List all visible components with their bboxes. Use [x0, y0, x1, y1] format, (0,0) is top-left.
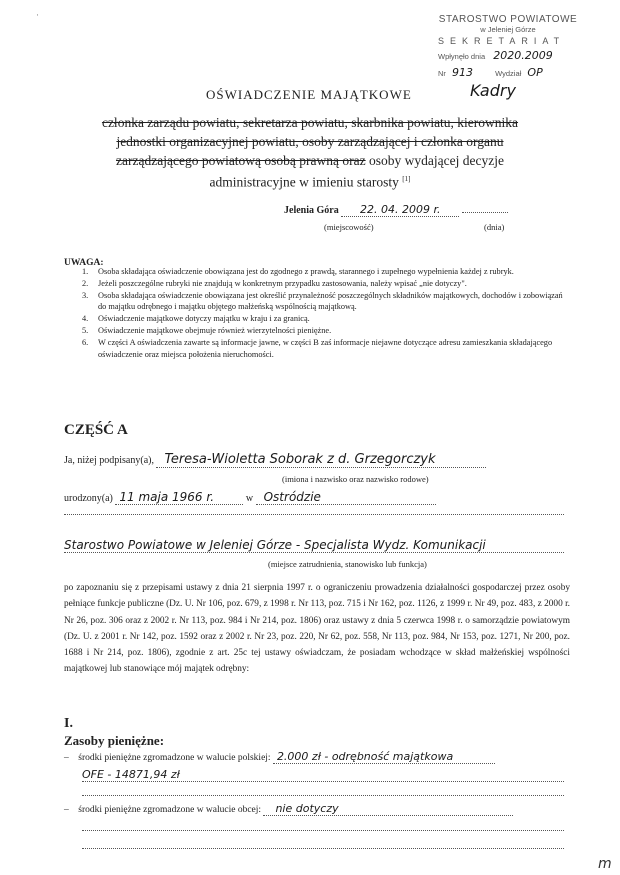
name-value: Teresa-Wioletta Soborak z d. Grzegorczyk — [164, 452, 436, 467]
section-1-heading: Zasoby pieniężne: — [64, 733, 165, 748]
stamp-received-row — [438, 49, 578, 62]
registry-stamp — [438, 14, 578, 100]
born-in-label: w — [245, 493, 254, 504]
heading-kept-line-3: osoby wydającej decyzje — [365, 153, 504, 168]
stamp-sekretariat: SEKRETARIAT — [438, 36, 566, 46]
stamp-number-value: 913 — [452, 66, 474, 79]
pln-value-1: 2.000 zł - odrębność majątkowa — [276, 750, 454, 763]
legal-paragraph: po zapoznaniu się z przepisami ustawy z dnia 21 sierpnia 1997 r. o ograniczeniu prowadzenia działalności gospodarczej przez osoby pełniące funkcje publiczne (Dz. U. Nr 106, poz. 679, z 1998 r. Nr 113, poz. 715 i Nr 162, poz. 1126, z 1999 r. Nr 49, poz. 483, z 2000 r. Nr 26, poz. 306 oraz z 2002 r. Nr 113, poz. 984 i Nr 214, poz. 1806) oraz ustawy z dnia 5 czerwca 1998 r. o samorządzie powiatowym (Dz. U. z 2001 r. Nr 142, poz. 1592 oraz z 2002 r. Nr 23, poz. 220, Nr 62, poz. 558, Nr 113, poz. 984, Nr 153, poz. 1271, Nr 200, poz. 1688 i Nr 214, poz. 1806), zgodnie z art. 25c tej ustawy oświadczam, że posiadam wchodzące w skład małżeńskiej wspólności majątkowej lub stanowiące mój majątek odrębny: — [64, 583, 570, 675]
uwaga-item: 3. Osoba składająca oświadczenie obowiązana jest określić przynależność poszczególnych składników majątkowych, dochodów i zobowiązań do majątku odrębnego i majątku objętego małżeńską wspólnością majątkową. — [82, 290, 563, 312]
stamp-number-label: Nr — [438, 69, 446, 78]
born-label: urodzony(a) — [64, 493, 113, 504]
uwaga-item: 2. Jeżeli poszczególne rubryki nie znajdują w konkretnym przypadku zastosowania, należy wpisać „nie dotyczy". — [82, 278, 467, 288]
heading-struck-line-2: jednostki organizacyjnej powiatu, osoby zarządzającej i członka organu — [116, 134, 504, 149]
name-row — [64, 452, 486, 468]
employment-row — [64, 538, 564, 553]
section-1-numeral: I. — [64, 716, 73, 731]
stamp-office: STAROSTWO POWIATOWE — [438, 14, 578, 25]
heading-struck-line-3: zarządzającego powiatową osobą prawną oraz — [116, 153, 366, 168]
heading-block — [60, 113, 560, 192]
stamp-received-label: Wpłynęło dnia — [438, 52, 486, 61]
bullet-dash: – — [64, 753, 76, 763]
employment-value: Starostwo Powiatowe w Jeleniej Górze - Specjalista Wydz. Komunikacji — [64, 538, 486, 552]
margin-mark: · — [36, 10, 39, 20]
heading-line-3 — [60, 151, 560, 170]
stamp-received-value: 2020.2009 — [493, 49, 553, 62]
blank-line — [82, 848, 564, 849]
foreign-label: środki pieniężne zgromadzone w walucie obcej: — [78, 805, 262, 815]
place-caption: (miejscowość) — [324, 222, 374, 232]
stamp-city: w Jeleniej Górze — [480, 25, 536, 34]
part-a-heading: CZĘŚĆ A — [64, 422, 128, 438]
pln-value-2: OFE - 14871,94 zł — [82, 768, 180, 781]
pln-row-2 — [82, 768, 564, 782]
date-value: 22. 04. 2009 r. — [359, 203, 441, 216]
born-row — [64, 490, 436, 505]
footnote-ref: [1] — [402, 175, 411, 183]
stamp-number-row — [438, 66, 578, 79]
undersigned-label: Ja, niżej podpisany(a), — [64, 455, 154, 466]
blank-line — [82, 830, 564, 831]
blank-line — [64, 514, 564, 515]
foreign-row — [64, 802, 513, 816]
uwaga-label: UWAGA: — [64, 258, 104, 268]
uwaga-item: 5. Oświadczenie majątkowe obejmuje również wierzytelności pieniężne. — [82, 325, 332, 335]
uwaga-list — [82, 266, 572, 360]
stamp-dept-value: OP — [527, 66, 543, 79]
uwaga-item: 1. Osoba składająca oświadczenie obowiązana jest do zgodnego z prawdą, starannego i zupełnego wypełnienia każdej z rubryk. — [82, 267, 514, 276]
employment-caption: (miejsce zatrudnienia, stanowisko lub funkcja) — [268, 559, 427, 569]
bullet-dash: – — [64, 805, 76, 815]
corner-initial-mark: m — [598, 856, 612, 872]
stamp-signature: Kadry — [470, 81, 516, 100]
foreign-value: nie dotyczy — [275, 802, 339, 815]
uwaga-item: 6. W części A oświadczenia zawarte są informacje jawne, w części B zaś informacje niejawne dotyczące adresu zamieszkania składającego oświadczenie oraz miejsca położenia nieruchomości. — [82, 337, 553, 359]
pln-label: środki pieniężne zgromadzone w walucie polskiej: — [78, 753, 271, 763]
place-value: Jelenia Góra — [284, 205, 339, 216]
date-caption: (dnia) — [484, 222, 505, 232]
heading-struck-line-1: członka zarządu powiatu, sekretarza powiatu, skarbnika powiatu, kierownika — [101, 115, 519, 130]
born-date-value: 11 maja 1966 r. — [119, 490, 215, 504]
document-title: OŚWIADCZENIE MAJĄTKOWE — [206, 87, 412, 102]
place-date-row — [284, 203, 508, 217]
stamp-dept-label: Wydział — [495, 69, 522, 78]
born-place-value: Ostródzie — [263, 490, 321, 504]
pln-row — [64, 750, 495, 764]
name-caption: (imiona i nazwisko oraz nazwisko rodowe) — [282, 474, 429, 484]
blank-line — [82, 795, 564, 796]
heading-line-4: administracyjne w imieniu starosty [1] — [209, 174, 411, 190]
uwaga-item: 4. Oświadczenie majątkowe dotyczy majątku w kraju i za granicą. — [82, 314, 310, 324]
